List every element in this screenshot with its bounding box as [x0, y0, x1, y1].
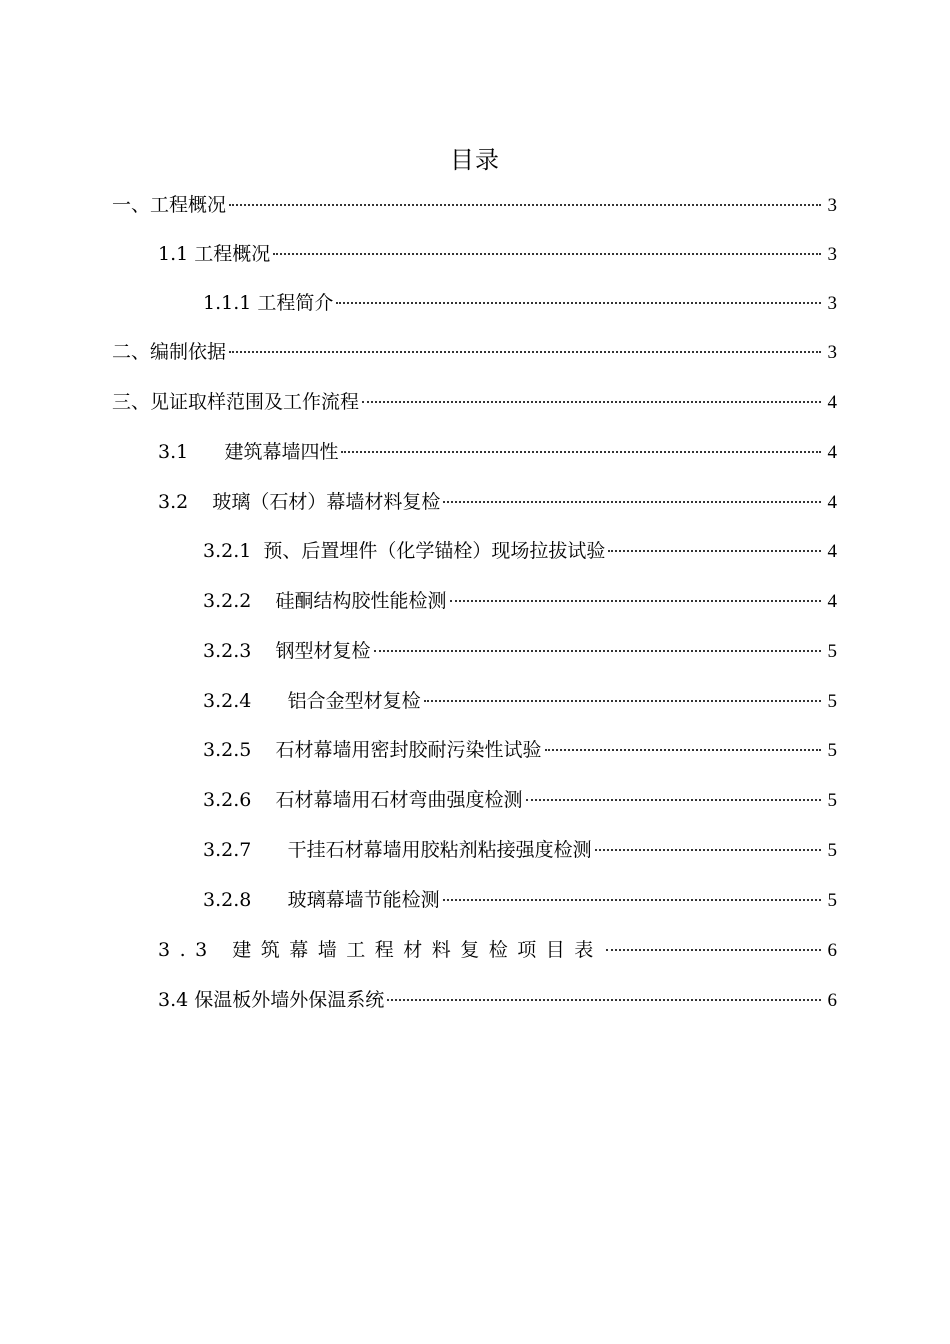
- toc-dot-leader: [606, 949, 821, 951]
- toc-page-number: 4: [827, 492, 837, 513]
- toc-dot-leader: [341, 451, 821, 453]
- toc-dot-leader: [229, 204, 821, 206]
- toc-entry-3-2-4[interactable]: [203, 686, 837, 716]
- toc-entry-label: 一、工程概况: [112, 194, 227, 216]
- toc-page-number: 5: [827, 840, 837, 861]
- toc-dot-leader: [595, 849, 821, 851]
- toc-dot-leader: [443, 899, 821, 901]
- toc-dot-leader: [362, 401, 821, 403]
- toc-entry-label: 3.2.6 石材幕墙用石材弯曲强度检测: [203, 789, 523, 811]
- toc-entry-3-2-7[interactable]: [203, 835, 837, 865]
- toc-page-number: 3: [827, 342, 837, 363]
- toc-entry-label: 3.2.4 铝合金型材复检: [203, 690, 421, 712]
- toc-page-number: 3: [827, 293, 837, 314]
- toc-entry-label: 3.2.1 预、后置埋件（化学锚栓）现场拉拔试验: [203, 540, 606, 562]
- toc-entry-3[interactable]: [112, 387, 837, 417]
- toc-dot-leader: [229, 351, 821, 353]
- toc-dot-leader: [450, 600, 821, 602]
- toc-entry-3-2-5[interactable]: [203, 735, 837, 765]
- toc-entry-3-2[interactable]: [158, 487, 837, 517]
- toc-entry-label: 3.4 保温板外墙外保温系统: [158, 989, 385, 1011]
- toc-page-number: 5: [827, 740, 837, 761]
- toc-entry-2[interactable]: [112, 337, 837, 367]
- toc-entry-3-4[interactable]: [158, 985, 837, 1015]
- toc-entry-3-2-8[interactable]: [203, 885, 837, 915]
- toc-entry-3-3[interactable]: [158, 935, 837, 965]
- toc-dot-leader: [336, 302, 821, 304]
- toc-page-number: 6: [827, 940, 837, 961]
- toc-entry-3-1[interactable]: [158, 437, 837, 467]
- toc-page-number: 4: [827, 442, 837, 463]
- toc-entry-label: 1.1 工程概况: [158, 243, 271, 265]
- toc-dot-leader: [526, 799, 821, 801]
- toc-dot-leader: [273, 253, 821, 255]
- toc-entry-3-2-2[interactable]: [203, 586, 837, 616]
- toc-dot-leader: [424, 700, 821, 702]
- toc-entry-1[interactable]: [112, 190, 837, 220]
- toc-page-number: 4: [827, 392, 837, 413]
- toc-entry-3-2-1[interactable]: [203, 536, 837, 566]
- toc-dot-leader: [545, 749, 821, 751]
- toc-dot-leader: [374, 650, 821, 652]
- toc-dot-leader: [387, 999, 821, 1001]
- toc-entry-label: 3.1 建筑幕墙四性: [158, 441, 339, 463]
- toc-entry-label: 三、见证取样范围及工作流程: [112, 391, 360, 413]
- toc-page-number: 4: [827, 541, 837, 562]
- toc-entry-label: 3.2.5 石材幕墙用密封胶耐污染性试验: [203, 739, 542, 761]
- toc-entry-label: 3.2 玻璃（石材）幕墙材料复检: [158, 491, 441, 513]
- toc-entry-3-2-3[interactable]: [203, 636, 837, 666]
- toc-dot-leader: [443, 501, 821, 503]
- toc-entry-3-2-6[interactable]: [203, 785, 837, 815]
- toc-entry-label: 3.3 建筑幕墙工程材料复检项目表: [158, 939, 603, 961]
- toc-entry-label: 1.1.1 工程简介: [203, 292, 334, 314]
- toc-page-number: 4: [827, 591, 837, 612]
- toc-entry-label: 3.2.2 硅酮结构胶性能检测: [203, 590, 447, 612]
- toc-entry-label: 3.2.8 玻璃幕墙节能检测: [203, 889, 440, 911]
- toc-dot-leader: [608, 550, 821, 552]
- toc-page-number: 3: [827, 195, 837, 216]
- toc-page-number: 3: [827, 244, 837, 265]
- toc-entry-1-1[interactable]: [158, 239, 837, 269]
- toc-entry-1-1-1[interactable]: [203, 288, 837, 318]
- toc-entry-label: 3.2.7 干挂石材幕墙用胶粘剂粘接强度检测: [203, 839, 592, 861]
- toc-page-number: 5: [827, 691, 837, 712]
- toc-page-number: 5: [827, 890, 837, 911]
- toc-title: 目录: [450, 146, 500, 174]
- toc-entry-label: 3.2.3 钢型材复检: [203, 640, 371, 662]
- toc-page-number: 6: [827, 990, 837, 1011]
- toc-page-number: 5: [827, 790, 837, 811]
- toc-entry-label: 二、编制依据: [112, 341, 227, 363]
- toc-page-number: 5: [827, 641, 837, 662]
